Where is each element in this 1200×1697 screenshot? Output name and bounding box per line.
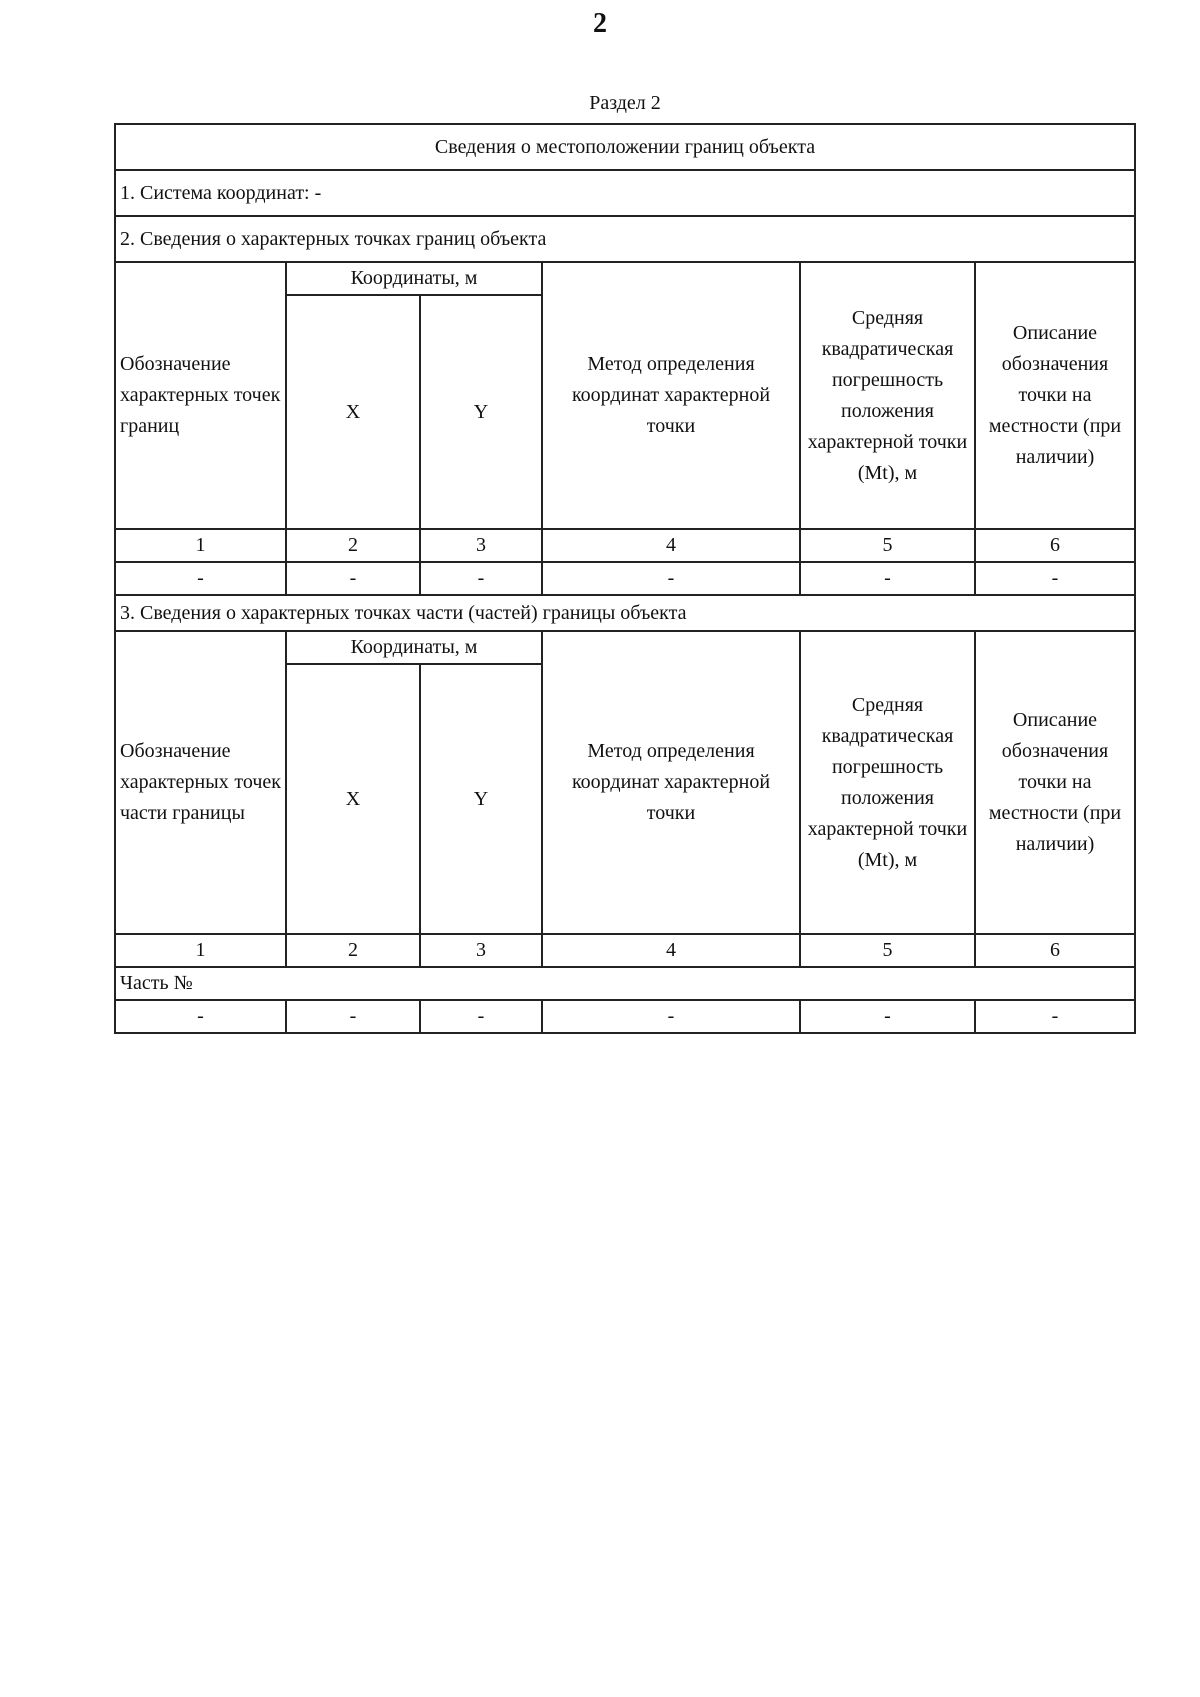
s3-col5-header: Средняя квадратическая погрешность положения характерной точки (Mt), м	[800, 631, 975, 934]
table-title: Сведения о местоположении границ объекта	[115, 124, 1135, 170]
s2-col6-header: Описание обозначения точки на местности (при наличии)	[975, 262, 1135, 529]
s3-col4-header: Метод определения координат характерной точки	[542, 631, 800, 934]
s2-col4-header: Метод определения координат характерной точки	[542, 262, 800, 529]
s3-col-y-header: Y	[420, 664, 542, 934]
section2-heading: 2. Сведения о характерных точках границ объекта	[115, 216, 1135, 262]
s3-num-4: 4	[542, 934, 800, 967]
s2-cell-4: -	[542, 562, 800, 595]
s3-coords-header: Координаты, м	[286, 631, 542, 664]
s3-num-1: 1	[115, 934, 286, 967]
s2-col1-header: Обозначение характерных точек границ	[115, 262, 286, 529]
s3-col-x-header: X	[286, 664, 420, 934]
s3-col1-header: Обозначение характерных точек части границы	[115, 631, 286, 934]
s2-coords-header: Координаты, м	[286, 262, 542, 295]
s3-col6-header: Описание обозначения точки на местности (при наличии)	[975, 631, 1135, 934]
s2-col5-header: Средняя квадратическая погрешность положения характерной точки (Mt), м	[800, 262, 975, 529]
s2-num-5: 5	[800, 529, 975, 562]
page-number: 2	[593, 8, 607, 39]
s2-num-4: 4	[542, 529, 800, 562]
s3-cell-5: -	[800, 1000, 975, 1033]
s2-num-2: 2	[286, 529, 420, 562]
section3-heading: 3. Сведения о характерных точках части (частей) границы объекта	[115, 595, 1135, 631]
boundaries-table	[114, 123, 1136, 1034]
s2-cell-5: -	[800, 562, 975, 595]
s2-num-6: 6	[975, 529, 1135, 562]
s3-num-2: 2	[286, 934, 420, 967]
section-label: Раздел 2	[589, 92, 661, 114]
s2-cell-2: -	[286, 562, 420, 595]
s3-cell-4: -	[542, 1000, 800, 1033]
s3-cell-6: -	[975, 1000, 1135, 1033]
coordinate-system-row: 1. Система координат: -	[115, 170, 1135, 216]
s2-col-x-header: X	[286, 295, 420, 529]
s3-cell-1: -	[115, 1000, 286, 1033]
s3-num-5: 5	[800, 934, 975, 967]
s2-num-1: 1	[115, 529, 286, 562]
s3-num-3: 3	[420, 934, 542, 967]
s2-num-3: 3	[420, 529, 542, 562]
s2-col-y-header: Y	[420, 295, 542, 529]
s3-num-6: 6	[975, 934, 1135, 967]
s3-part-label: Часть №	[115, 967, 1135, 1000]
s2-cell-6: -	[975, 562, 1135, 595]
s2-cell-1: -	[115, 562, 286, 595]
s3-cell-2: -	[286, 1000, 420, 1033]
s2-cell-3: -	[420, 562, 542, 595]
s3-cell-3: -	[420, 1000, 542, 1033]
